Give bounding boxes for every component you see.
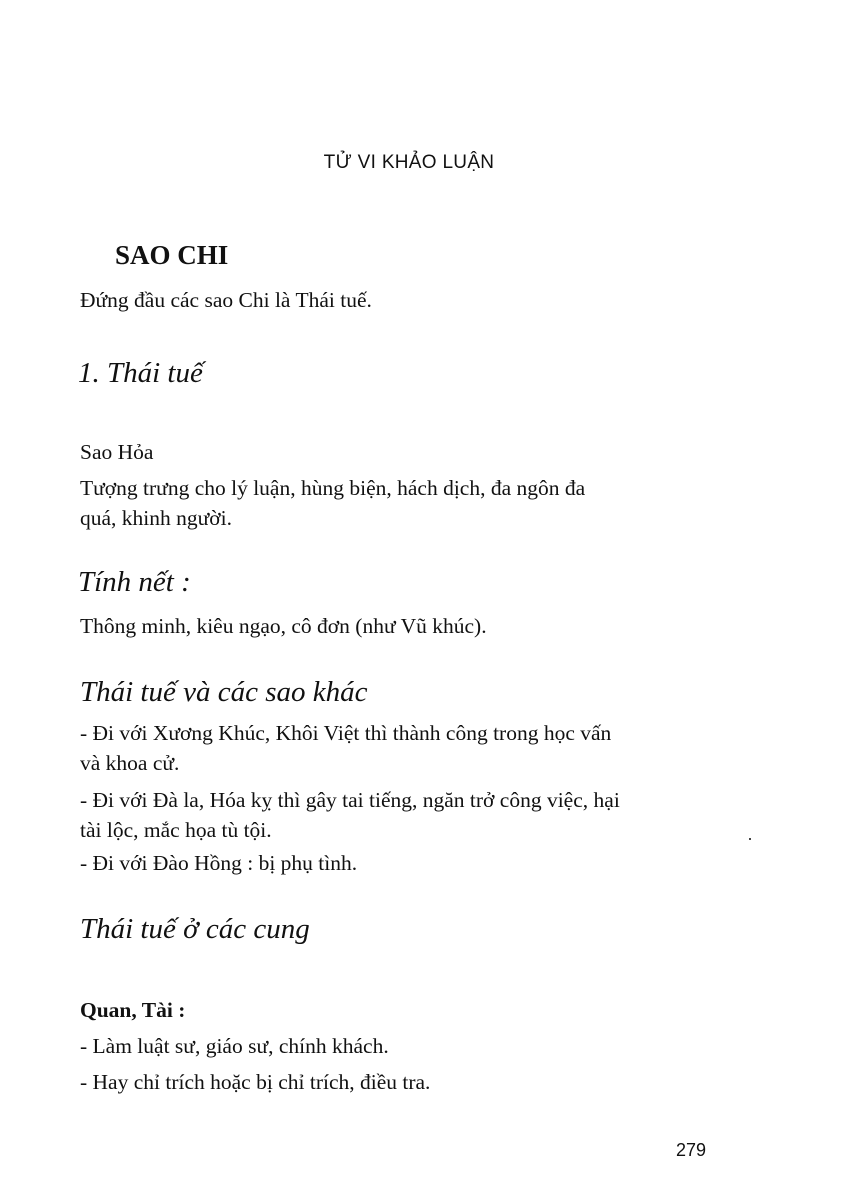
other-stars-item-2-line-2: tài lộc, mắc họa tù tội.	[80, 818, 272, 842]
other-stars-heading: Thái tuế và các sao khác	[80, 676, 368, 708]
other-stars-item-3: - Đi với Đào Hồng : bị phụ tình.	[80, 851, 358, 875]
palace-item-1: - Làm luật sư, giáo sư, chính khách.	[80, 1034, 389, 1058]
palace-item-2: - Hay chỉ trích hoặc bị chỉ trích, điều tra.	[80, 1070, 431, 1094]
symbolism-line-2: quá, khinh người.	[80, 506, 233, 530]
palace-label: Quan, Tài :	[80, 998, 186, 1022]
subsection-heading-thai-tue: 1. Thái tuế	[78, 357, 203, 389]
page-number: 279	[676, 1140, 707, 1160]
palaces-heading: Thái tuế ở các cung	[80, 913, 310, 945]
other-stars-item-1-line-1: - Đi với Xương Khúc, Khôi Việt thì thành công trong học vấn	[80, 721, 612, 745]
other-stars-item-1-line-2: và khoa cử.	[80, 751, 180, 775]
temperament-text: Thông minh, kiêu ngạo, cô đơn (như Vũ khúc).	[80, 614, 487, 638]
section-intro: Đứng đầu các sao Chi là Thái tuế.	[80, 288, 372, 312]
section-title: SAO CHI	[115, 240, 229, 270]
stray-mark	[749, 838, 751, 840]
element-line: Sao Hỏa	[80, 440, 154, 464]
temperament-heading: Tính nết :	[78, 566, 191, 598]
running-head: TỬ VI KHẢO LUẬN	[323, 152, 495, 173]
other-stars-item-2-line-1: - Đi với Đà la, Hóa kỵ thì gây tai tiếng, ngăn trở công việc, hại	[80, 788, 620, 812]
symbolism-line-1: Tượng trưng cho lý luận, hùng biện, hách dịch, đa ngôn đa	[80, 476, 586, 500]
